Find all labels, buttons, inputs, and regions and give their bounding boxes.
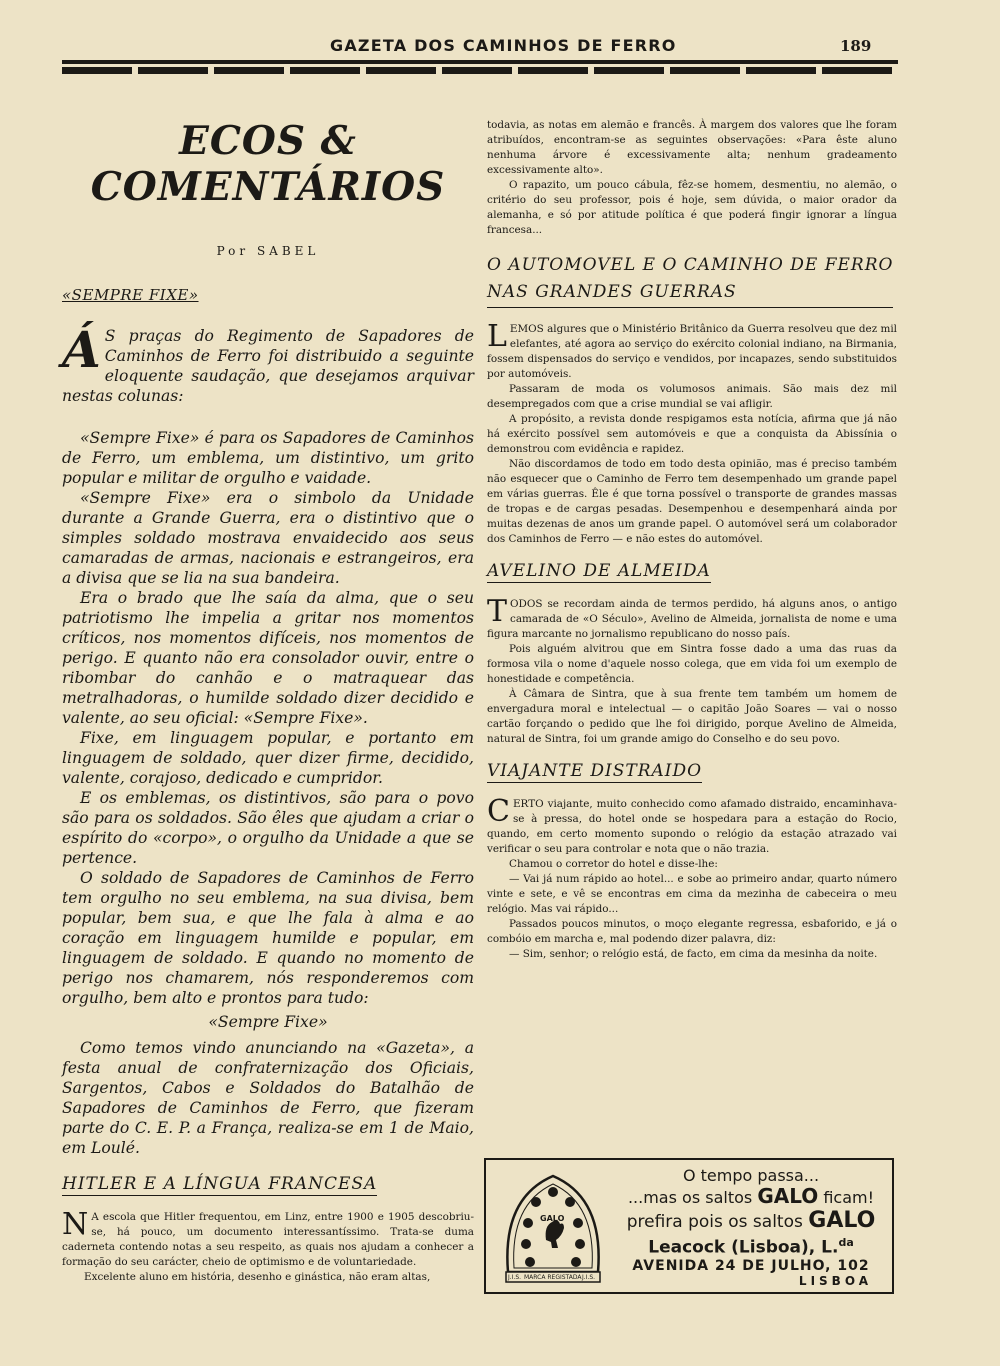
lead-heading: «SEMPRE FIXE» <box>62 286 199 304</box>
drop-cap: L <box>487 319 507 354</box>
right-column <box>487 118 897 1308</box>
lead-article <box>62 320 474 1158</box>
paragraph: Á S praças do Regimento de Sapadores de Caminhos de Ferro foi distribuido a seguinte eloquente saudação, que desejamos arquivar nestas colunas: <box>62 320 474 405</box>
drop-cap: T <box>487 594 508 629</box>
paragraph: O rapazito, um pouco cábula, fêz-se homem, desmentiu, no alemão, o critério do seu professor, pois é hoje, sem dúvida, o maior orador da alemanha, e só por atitude política é que poderá fingir ignorar a língua francesa... <box>487 179 897 236</box>
brand-name: GALO <box>808 1208 876 1233</box>
paragraph: — Vai já num rápido ao hotel... e sobe ao primeiro andar, quarto número vinte e sete, e vê se encontras em cima da mezinha de cabeceira o meu relógio. Mas vai rápido... <box>487 873 897 915</box>
viajante-heading: VIAJANTE DISTRAIDO <box>487 761 703 781</box>
paragraph: N A escola que Hitler frequentou, em Linz, entre 1900 e 1905 descobriu-se, há pouco, um documento interessantíssimo. Trata-se duma caderneta contendo notas a seu respeito, as quais nos ajudam a conhecer a formação do seu carácter, cheio de optimismo e de voluntariedade. <box>62 1207 474 1268</box>
trademark-right: J.I.S. <box>582 1274 596 1281</box>
paragraph: Como temos vindo anunciando na «Gazeta», a festa anual de confraternização dos Oficiais, Sargentos, Cabos e Soldados do Batalhão de Sapadores de Caminhos de Ferro, que fizeram parte do C. E. P. a França, realiza-se em 1 de Maio, em Loulé. <box>62 1039 474 1157</box>
paragraph: Não discordamos de todo em todo desta opinião, mas é preciso também não esquecer que o Caminho de Ferro tem desempenhado um grande papel em várias guerras. Êle é que torna possível o transporte de grandes massas de tropas e de cargas pesadas. Desempenhou e desempenhará ainda por muitas dezenas de anos um grande papel. O automóvel será um colaborador dos Caminhos de Ferro — e não estes do automóvel. <box>487 458 897 545</box>
header-rule-dashed <box>62 67 898 74</box>
paragraph: E os emblemas, os distintivos, são para o povo são para os soldados. São êles que ajudam a criar o espírito do «corpo», o orgulho da Unidade a que se pertence. <box>62 789 474 867</box>
drop-cap: C <box>487 794 510 829</box>
drop-cap: Á <box>62 320 101 379</box>
ad-city: LISBOA <box>798 1274 872 1288</box>
left-column <box>62 110 474 1300</box>
heel-logo-icon <box>500 1168 606 1286</box>
hitler-article <box>62 1174 474 1285</box>
ad-line-3: prefira pois os saltos GALO <box>626 1208 876 1233</box>
ad-line-1: O tempo passa... <box>682 1166 820 1185</box>
paragraph: CERTO viajante, muito conhecido como afamado distraido, encaminhava-se à pressa, do hotel onde se hospedara para a estação do Rocio, quando, em certo momento supondo o relógio da estação atrazado vai verificar o seu para controlar e nota que o não trazia. <box>487 794 897 855</box>
paragraph: À Câmara de Sintra, que à sua frente tem também um homem de envergadura moral e intelectual — o capitão João Soares — vai o nosso cartão forçando o pedido que lhe foi dirigido, porque Avelino de Almeida, natural de Sintra, foi um grande amigo do Conselho e do seu povo. <box>487 688 897 745</box>
paragraph: TODOS se recordam ainda de termos perdido, há alguns anos, o antigo camarada de «O Século», Avelino de Almeida, jornalista de nome e uma figura marcante no jornalismo republicano do nosso país. <box>487 594 897 640</box>
trademark-center: MARCA REGISTADA <box>524 1274 582 1281</box>
ad-line-4: Leacock (Lisboa), L.$^{da}$ <box>648 1236 854 1258</box>
paragraph: Chamou o corretor do hotel e disse-lhe: <box>509 858 718 870</box>
logo-text: GALO <box>540 1214 565 1223</box>
paragraph: LEMOS algures que o Ministério Britânico da Guerra resolveu que dez mil elefantes, até agora ao serviço do exército colonial indiano, na Birmania, fossem dispensados do serviço e vendidos, por incapazes, sendo substituidos por automóveis. <box>487 319 897 380</box>
ad-line-2: ...mas os saltos GALO ficam! <box>627 1184 875 1208</box>
paragraph: Passaram de moda os volumosos animais. São mais dez mil desempregados com que a crise mundial se vai afligir. <box>487 383 897 410</box>
paragraph: todavia, as notas em alemão e francês. À margem dos valores que lhe foram atribuídos, encontram-se as seguintes observações: «Para êste aluno nenhuma árvore é excessivamente alta; nenhum gradeamento excessivamente alto». <box>487 119 897 176</box>
paragraph: O soldado de Sapadores de Caminhos de Ferro tem orgulho no seu emblema, na sua divisa, bem popular, bem sua, e que lhe fala à alma e ao coração em linguagem humilde e popular, em linguagem de soldado. E quando no momento de perigo nos chamarem, nós responderemos com orgulho, bem alto e prontos para tudo: <box>62 869 474 1007</box>
automovel-article <box>487 252 897 547</box>
paragraph: — Sim, senhor; o relógio está, de facto, em cima da mesinha da noite. <box>509 948 878 960</box>
running-head: GAZETA DOS CAMINHOS DE FERRO <box>330 36 677 55</box>
paragraph: Excelente aluno em história, desenho e ginástica, não eram altas, <box>84 1271 431 1283</box>
avelino-heading: AVELINO DE ALMEIDA <box>487 561 711 581</box>
automovel-heading: O AUTOMOVEL E O CAMINHO DE FERRO NAS GRANDES GUERRAS <box>487 252 893 308</box>
paragraph: «Sempre Fixe» é para os Sapadores de Caminhos de Ferro, um emblema, um distintivo, um grito popular e militar de orgulho e vaidade. <box>62 429 474 487</box>
paragraph: Passados poucos minutos, o moço elegante regressa, esbaforido, e já o combóio em marcha e, mal podendo dizer palavra, diz: <box>487 918 897 945</box>
viajante-article <box>487 761 897 962</box>
paragraph: Era o brado que lhe saía da alma, que o seu patriotismo lhe impelia a gritar nos momentos críticos, nos momentos difíceis, nos momentos de perigo. E quanto não era consolador ouvir, entre o ribombar do canhão e o matraquear das metralhadoras, o humilde soldado dizer decidido e valente, ao seu oficial: «Sempre Fixe». <box>62 589 474 727</box>
drop-cap: N <box>62 1207 89 1242</box>
galo-advert <box>484 1158 894 1294</box>
header-rule <box>62 60 898 64</box>
brand-name: GALO <box>757 1184 819 1208</box>
page-number: 189 <box>840 37 872 55</box>
paragraph: A propósito, a revista donde respigamos esta notícia, afirma que já não há exército possível sem automóveis e que a conquista da Abissínia o demonstrou com evidência e rapidez. <box>487 413 897 455</box>
hitler-continued <box>487 118 897 238</box>
section-title: ECOS & COMENTÁRIOS <box>90 118 446 210</box>
avelino-article <box>487 561 897 747</box>
trademark-left: J.I.S. <box>508 1274 522 1281</box>
paragraph: Fixe, em linguagem popular, e portanto em linguagem de soldado, quer dizer firme, decidido, valente, corajoso, dedicado e cumpridor. <box>62 729 474 787</box>
byline: Por SABEL <box>216 244 320 258</box>
paragraph: Pois alguém alvitrou que em Sintra fosse dado a uma das ruas da formosa vila o nome d'aquele nosso colega, que em vida foi um exemplo de honestidade e competência. <box>487 643 897 685</box>
hitler-heading: HITLER E A LÍNGUA FRANCESA <box>62 1174 378 1194</box>
paragraph-motto: «Sempre Fixe» <box>208 1013 328 1031</box>
paragraph: «Sempre Fixe» era o simbolo da Unidade durante a Grande Guerra, era o distintivo que o simples soldado mostrava envaidecido aos seus camaradas de armas, nacionais e estrangeiros, era a divisa que se lia na sua bandeira. <box>62 489 474 587</box>
ad-address: AVENIDA 24 DE JULHO, 102 <box>632 1258 870 1274</box>
